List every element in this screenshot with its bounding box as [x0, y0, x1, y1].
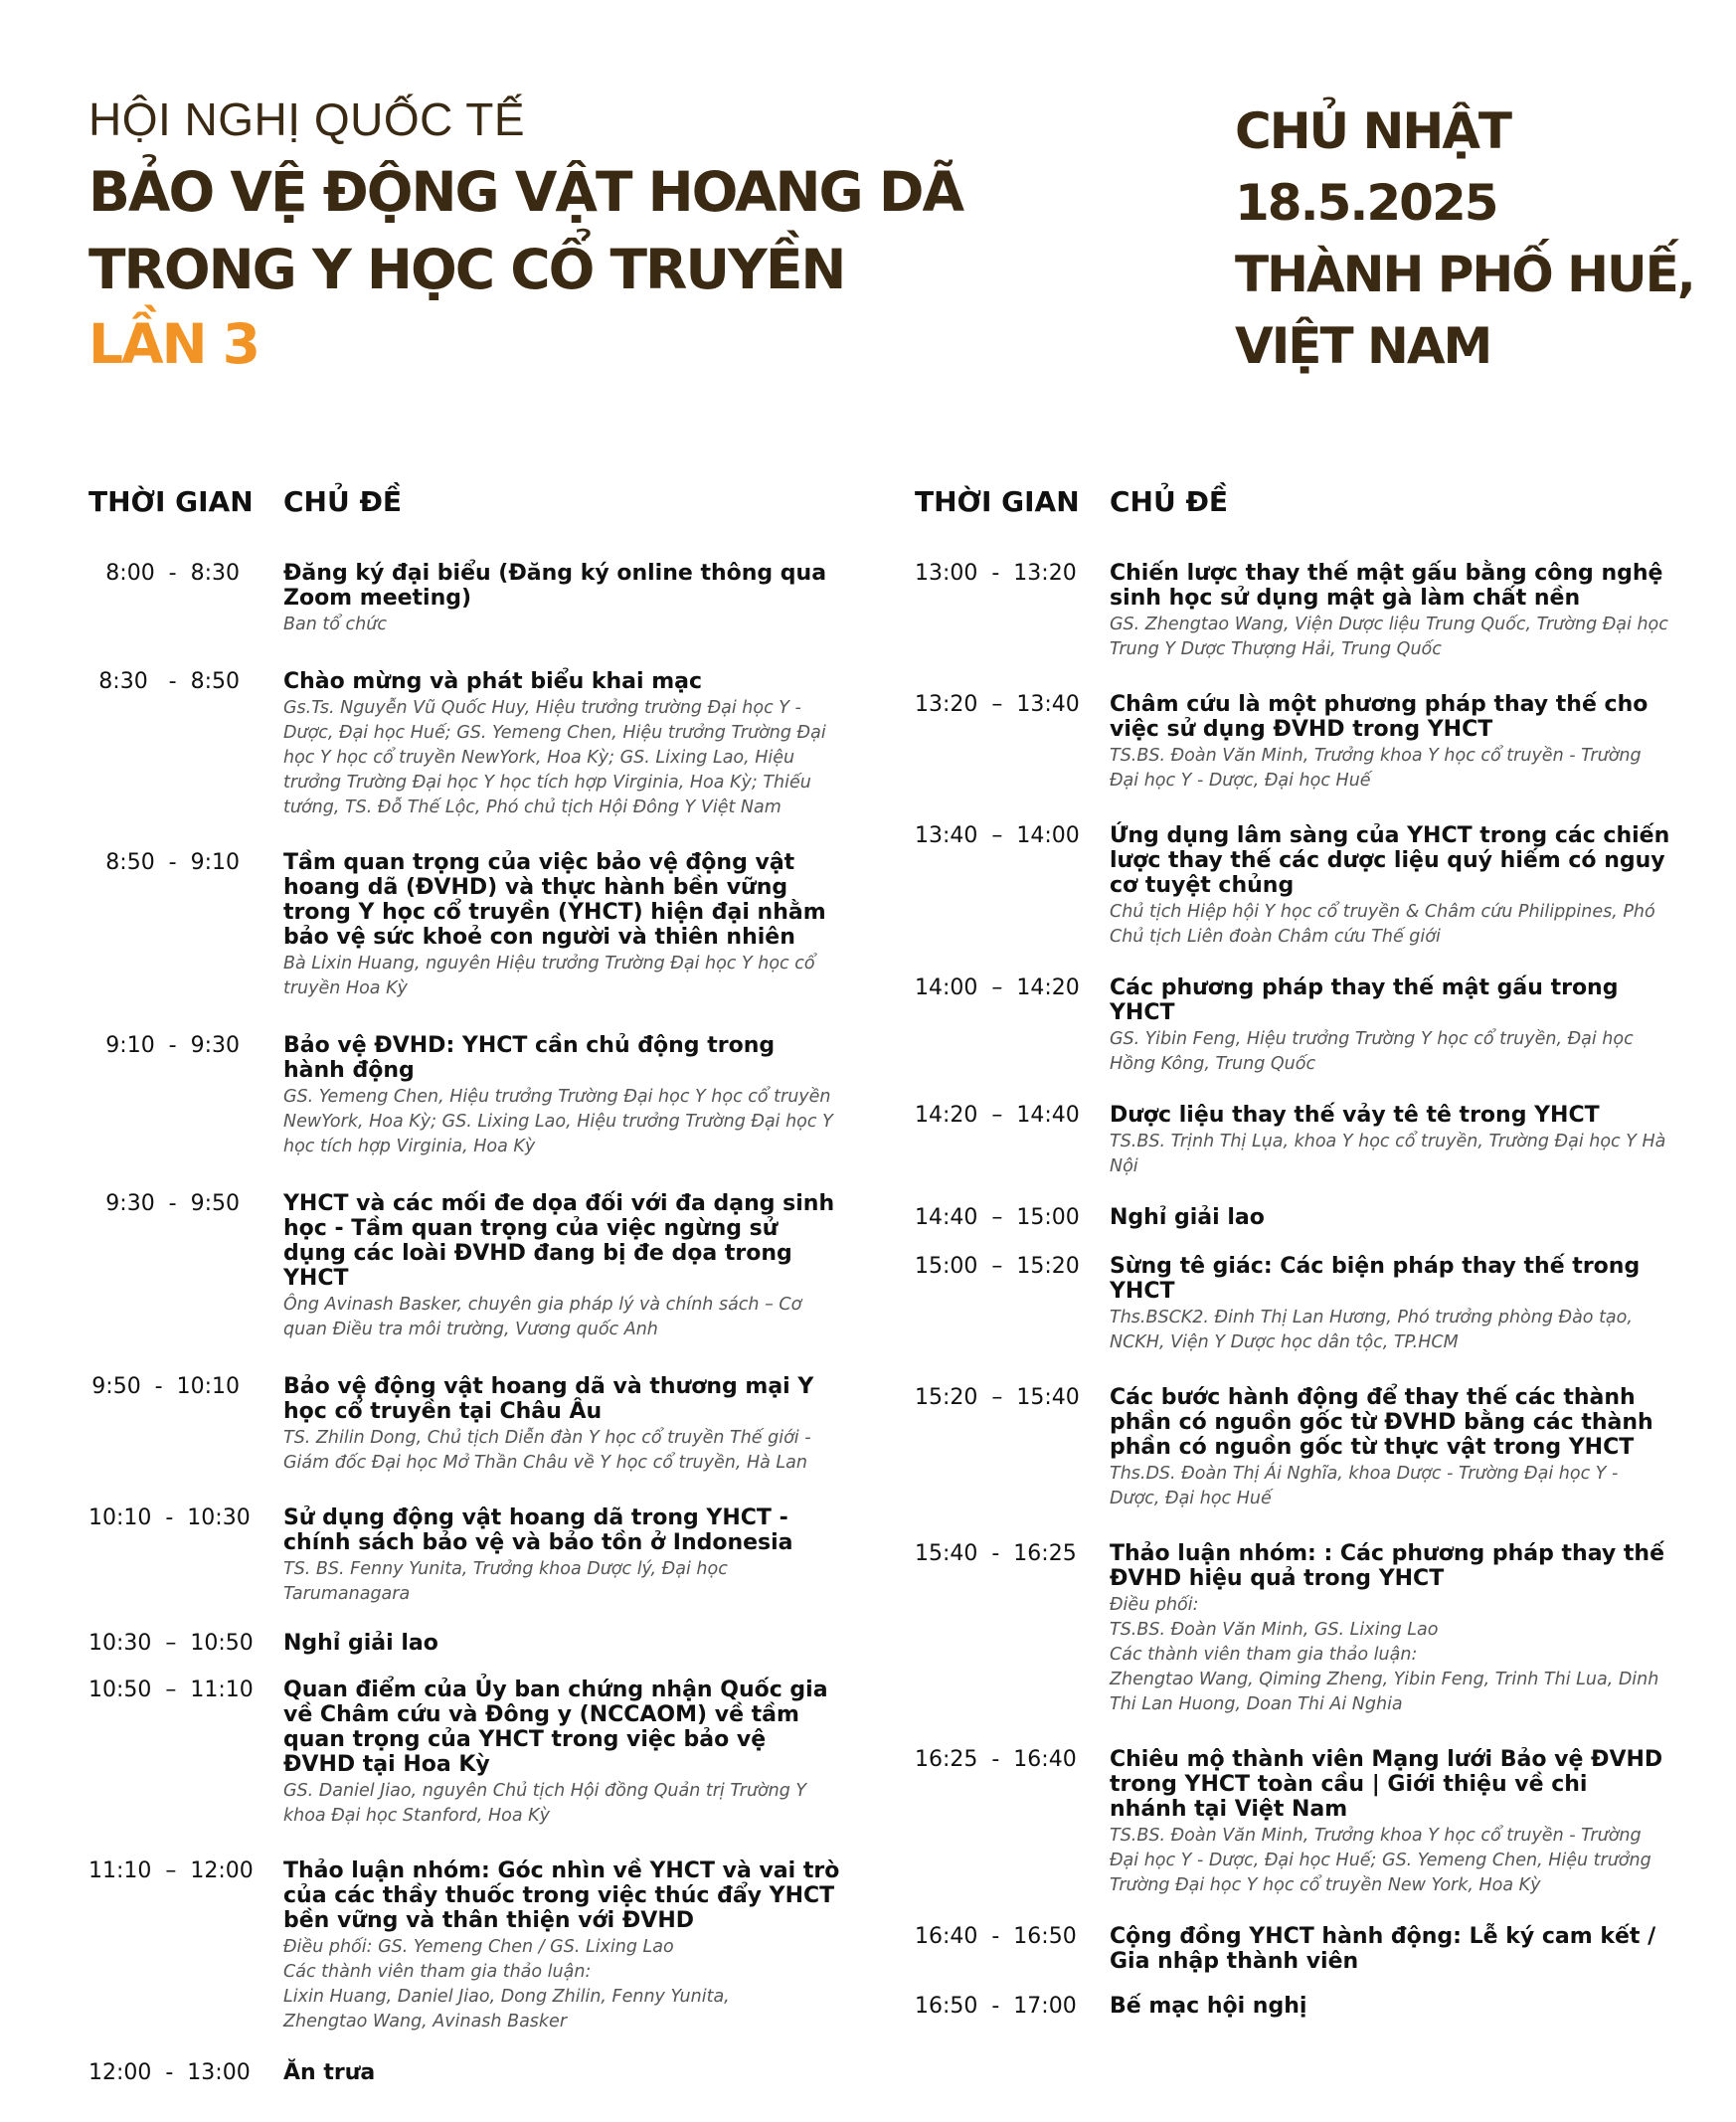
session-time: 15:40 - 16:25 — [915, 1541, 1077, 1566]
time-column-header: THỜI GIAN — [915, 485, 1080, 518]
session-topic: Các bước hành động để thay thế các thành phần có nguồn gốc từ ĐVHD bằng các thành phần có nguồn gốc từ thực vật trong YHCT — [1110, 1385, 1653, 1460]
schedule-row — [88, 1374, 844, 1476]
session-time: 16:40 - 16:50 — [915, 1924, 1077, 1949]
schedule-row — [88, 1033, 844, 1159]
session-content — [283, 1191, 840, 1342]
schedule-row — [915, 692, 1670, 794]
schedule-row — [915, 823, 1670, 950]
session-topic: Chiến lược thay thế mật gấu bằng công nghệ sinh học sử dụng mật gà làm chất nền — [1110, 561, 1663, 611]
session-time: 9:50 - 10:10 — [91, 1374, 240, 1399]
schedule-row — [915, 1994, 1670, 2019]
conference-label: HỘI NGHỊ QUỐC TẾ — [88, 93, 526, 145]
session-speaker: Ông Avinash Basker, chuyên gia pháp lý và chính sách – Cơ quan Điều tra môi trường, Vương quốc Anh — [283, 1295, 802, 1339]
schedule-row — [915, 561, 1670, 662]
session-topic: Cộng đồng YHCT hành động: Lễ ký cam kết / Gia nhập thành viên — [1110, 1924, 1656, 1974]
session-content — [1110, 692, 1670, 794]
schedule-row — [88, 1631, 844, 1656]
session-time: 14:20 – 14:40 — [915, 1103, 1080, 1128]
session-content — [283, 1858, 840, 2034]
schedule-row — [88, 1678, 844, 1829]
session-time: 16:50 - 17:00 — [915, 1994, 1077, 2019]
conference-title-line-2: TRONG Y HỌC CỔ TRUYỀN — [88, 238, 845, 301]
schedule-rows-left — [88, 561, 844, 2085]
session-content — [1110, 1541, 1670, 1717]
schedule-row — [88, 561, 844, 637]
schedule-row — [88, 1858, 844, 2034]
session-topic: Chào mừng và phát biểu khai mạc — [283, 669, 703, 694]
schedule-column-left — [88, 485, 844, 2085]
session-time: 10:10 - 10:30 — [88, 1505, 251, 1530]
session-topic: Bảo vệ động vật hoang dã và thương mại Y học cổ truyền tại Châu Âu — [283, 1374, 814, 1424]
location-city: THÀNH PHỐ HUẾ, — [1235, 246, 1694, 303]
schedule-column-right — [915, 485, 1670, 2019]
session-speaker: GS. Yibin Feng, Hiệu trưởng Trường Y học cổ truyền, Đại học Hồng Kông, Trung Quốc — [1110, 1029, 1634, 1074]
date-value: 18.5.2025 — [1235, 174, 1497, 232]
session-speaker: GS. Yemeng Chen, Hiệu trưởng Trường Đại học Y học cổ truyền NewYork, Hoa Kỳ; GS. Lixing Lao, Hiệu trưởng Trường Đại học Y học tích hợp Virginia, Hoa Kỳ — [283, 1087, 833, 1156]
session-topic: Tầm quan trọng của việc bảo vệ động vật hoang dã (ĐVHD) và thực hành bền vững trong Y học cổ truyền (YHCT) hiện đại nhằm bảo vệ sức khoẻ con người và thiên nhiên — [283, 850, 826, 950]
session-time: 15:00 – 15:20 — [915, 1254, 1080, 1279]
session-content — [1110, 1747, 1670, 1898]
location-country: VIỆT NAM — [1235, 317, 1491, 375]
schedule-row — [915, 1541, 1670, 1717]
session-speaker: TS.BS. Đoàn Văn Minh, Trưởng khoa Y học cổ truyền - Trường Đại học Y - Dược, Đại học Huế — [1110, 746, 1642, 791]
session-time: 8:30 - 8:50 — [98, 669, 240, 694]
session-speaker: GS. Zhengtao Wang, Viện Dược liệu Trung Quốc, Trường Đại học Trung Y Dược Thượng Hải, Trung Quốc — [1110, 615, 1668, 659]
session-topic: Quan điểm của Ủy ban chứng nhận Quốc gia về Châm cứu và Đông y (NCCAOM) về tầm quan trọng của YHCT trong việc bảo vệ ĐVHD tại Hoa Kỳ — [283, 1678, 828, 1777]
session-speaker: TS. Zhilin Dong, Chủ tịch Diễn đàn Y học cổ truyền Thế giới - Giám đốc Đại học Mở Thần Châu về Y học cổ truyền, Hà Lan — [283, 1428, 811, 1473]
session-content — [283, 561, 840, 637]
session-time: 14:00 – 14:20 — [915, 975, 1080, 1000]
schedule-row — [915, 975, 1670, 1077]
session-time: 15:20 – 15:40 — [915, 1385, 1080, 1410]
session-content — [283, 2060, 840, 2085]
session-content — [283, 850, 840, 1001]
session-time: 14:40 – 15:00 — [915, 1205, 1080, 1230]
session-topic: Nghỉ giải lao — [1110, 1205, 1265, 1230]
conference-title — [88, 153, 983, 308]
schedule-header — [915, 485, 1670, 543]
session-speaker: Bà Lixin Huang, nguyên Hiệu trưởng Trường Đại học Y học cổ truyền Hoa Kỳ — [283, 954, 815, 998]
session-speaker: TS.BS. Trịnh Thị Lụa, khoa Y học cổ truyền, Trường Đại học Y Hà Nội — [1110, 1132, 1666, 1176]
session-content — [283, 1374, 840, 1476]
session-time: 13:00 - 13:20 — [915, 561, 1077, 586]
session-speaker: TS.BS. Đoàn Văn Minh, Trưởng khoa Y học cổ truyền - Trường Đại học Y - Dược, Đại học Huế; GS. Yemeng Chen, Hiệu trưởng Trường Đại học Y học cổ truyền New York, Hoa Kỳ — [1110, 1826, 1651, 1895]
session-content — [1110, 1103, 1670, 1179]
session-content — [1110, 823, 1670, 950]
schedule-row — [915, 1924, 1670, 1974]
session-content — [1110, 1205, 1670, 1230]
session-topic: Châm cứu là một phương pháp thay thế cho việc sử dụng ĐVHD trong YHCT — [1110, 692, 1649, 742]
schedule-header — [88, 485, 844, 543]
session-time: 13:40 – 14:00 — [915, 823, 1080, 848]
schedule-row — [915, 1103, 1670, 1179]
date-weekday: CHỦ NHẬT — [1235, 102, 1511, 160]
session-time: 10:30 – 10:50 — [88, 1631, 254, 1656]
schedule-row — [915, 1254, 1670, 1355]
session-content — [1110, 1924, 1670, 1974]
session-topic: Bế mạc hội nghị — [1110, 1994, 1307, 2019]
session-time: 13:20 – 13:40 — [915, 692, 1080, 717]
session-topic: Nghỉ giải lao — [283, 1631, 438, 1656]
session-topic: Bảo vệ ĐVHD: YHCT cần chủ động trong hành động — [283, 1033, 776, 1083]
session-content — [1110, 1994, 1670, 2019]
session-content — [1110, 1254, 1670, 1355]
session-time: 10:50 – 11:10 — [88, 1678, 254, 1702]
session-topic: Ứng dụng lâm sàng của YHCT trong các chiến lược thay thế các dược liệu quý hiếm có nguy cơ tuyệt chủng — [1110, 823, 1670, 898]
session-content — [1110, 1385, 1670, 1511]
schedule-row — [88, 1191, 844, 1342]
schedule-row — [915, 1747, 1670, 1898]
topic-column-header: CHỦ ĐỀ — [1110, 485, 1229, 518]
session-time: 8:00 - 8:30 — [105, 561, 240, 586]
conference-edition: LẦN 3 — [88, 312, 260, 376]
session-content — [283, 1631, 840, 1656]
schedule-rows-right — [915, 561, 1670, 2019]
conference-title-line-1: BẢO VỆ ĐỘNG VẬT HOANG DÃ — [88, 160, 963, 224]
session-topic: YHCT và các mối đe dọa đối với đa dạng sinh học - Tầm quan trọng của việc ngừng sử dụng các loài ĐVHD đang bị đe dọa trong YHCT — [283, 1191, 835, 1291]
session-time: 9:10 - 9:30 — [105, 1033, 240, 1058]
schedule-row — [88, 2060, 844, 2085]
session-speaker: Ban tổ chức — [283, 615, 387, 634]
schedule-row — [915, 1385, 1670, 1511]
session-speaker: Điều phối: GS. Yemeng Chen / GS. Lixing Lao Các thành viên tham gia thảo luận: Lixin Huang, Daniel Jiao, Dong Zhilin, Fenny Yunita, Zhengtao Wang, Avinash Basker — [283, 1937, 730, 2032]
session-topic: Sử dụng động vật hoang dã trong YHCT - chính sách bảo vệ và bảo tồn ở Indonesia — [283, 1505, 793, 1555]
schedule-row — [88, 669, 844, 820]
topic-column-header: CHỦ ĐỀ — [283, 485, 403, 518]
session-topic: Dược liệu thay thế vảy tê tê trong YHCT — [1110, 1103, 1600, 1128]
session-topic: Thảo luận nhóm: Góc nhìn về YHCT và vai trò của các thầy thuốc trong việc thúc đẩy YHCT bền vững và thân thiện với ĐVHD — [283, 1858, 840, 1933]
conference-heading — [88, 91, 983, 380]
time-column-header: THỜI GIAN — [88, 485, 254, 518]
session-speaker: GS. Daniel Jiao, nguyên Chủ tịch Hội đồng Quản trị Trường Y khoa Đại học Stanford, Hoa Kỳ — [283, 1781, 807, 1826]
session-content — [283, 1678, 840, 1829]
session-topic: Đăng ký đại biểu (Đăng ký online thông qua Zoom meeting) — [283, 561, 827, 611]
session-topic: Các phương pháp thay thế mật gấu trong YHCT — [1110, 975, 1619, 1025]
session-speaker: Điều phối: TS.BS. Đoàn Văn Minh, GS. Lixing Lao Các thành viên tham gia thảo luận: Zhengtao Wang, Qiming Zheng, Yibin Feng, Trinh Thi Lua, Dinh Thi Lan Huong, Doan Thi Ai Nghia — [1110, 1595, 1659, 1714]
schedule-row — [915, 1205, 1670, 1230]
session-time: 9:30 - 9:50 — [105, 1191, 240, 1216]
session-content — [283, 1033, 840, 1159]
session-speaker: Ths.DS. Đoàn Thị Ái Nghĩa, khoa Dược - Trường Đại học Y - Dược, Đại học Huế — [1110, 1464, 1619, 1508]
session-time: 8:50 - 9:10 — [105, 850, 240, 875]
session-speaker: Gs.Ts. Nguyễn Vũ Quốc Huy, Hiệu trưởng trường Đại học Y - Dược, Đại học Huế; GS. Yemeng Chen, Hiệu trưởng Trường Đại học Y học cổ truyền NewYork, Hoa Kỳ; GS. Lixing Lao, Hiệu trưởng Trường Đại học Y học tích hợp Virginia, Hoa Kỳ; Thiếu tướng, TS. Đỗ Thế Lộc, Phó chủ tịch Hội Đông Y Việt Nam — [283, 698, 826, 817]
session-topic: Chiêu mộ thành viên Mạng lưới Bảo vệ ĐVHD trong YHCT toàn cầu | Giới thiệu về chi nhánh tại Việt Nam — [1110, 1747, 1663, 1822]
schedule-row — [88, 850, 844, 1001]
schedule-row — [88, 1505, 844, 1607]
session-topic: Ăn trưa — [283, 2060, 376, 2085]
session-speaker: Chủ tịch Hiệp hội Y học cổ truyền & Châm cứu Philippines, Phó Chủ tịch Liên đoàn Châm cứu Thế giới — [1110, 902, 1655, 947]
session-time: 11:10 – 12:00 — [88, 1858, 254, 1883]
session-time: 16:25 - 16:40 — [915, 1747, 1077, 1772]
session-topic: Sừng tê giác: Các biện pháp thay thế trong YHCT — [1110, 1254, 1641, 1304]
session-content — [1110, 561, 1670, 662]
session-topic: Thảo luận nhóm: : Các phương pháp thay thế ĐVHD hiệu quả trong YHCT — [1110, 1541, 1664, 1591]
session-content — [283, 1505, 840, 1607]
session-speaker: Ths.BSCK2. Đinh Thị Lan Hương, Phó trưởng phòng Đào tạo, NCKH, Viện Y Dược học dân tộc, TP.HCM — [1110, 1308, 1633, 1352]
session-content — [1110, 975, 1670, 1077]
session-content — [283, 669, 840, 820]
date-location — [1235, 95, 1712, 382]
session-time: 12:00 - 13:00 — [88, 2060, 251, 2085]
session-speaker: TS. BS. Fenny Yunita, Trưởng khoa Dược lý, Đại học Tarumanagara — [283, 1559, 728, 1604]
